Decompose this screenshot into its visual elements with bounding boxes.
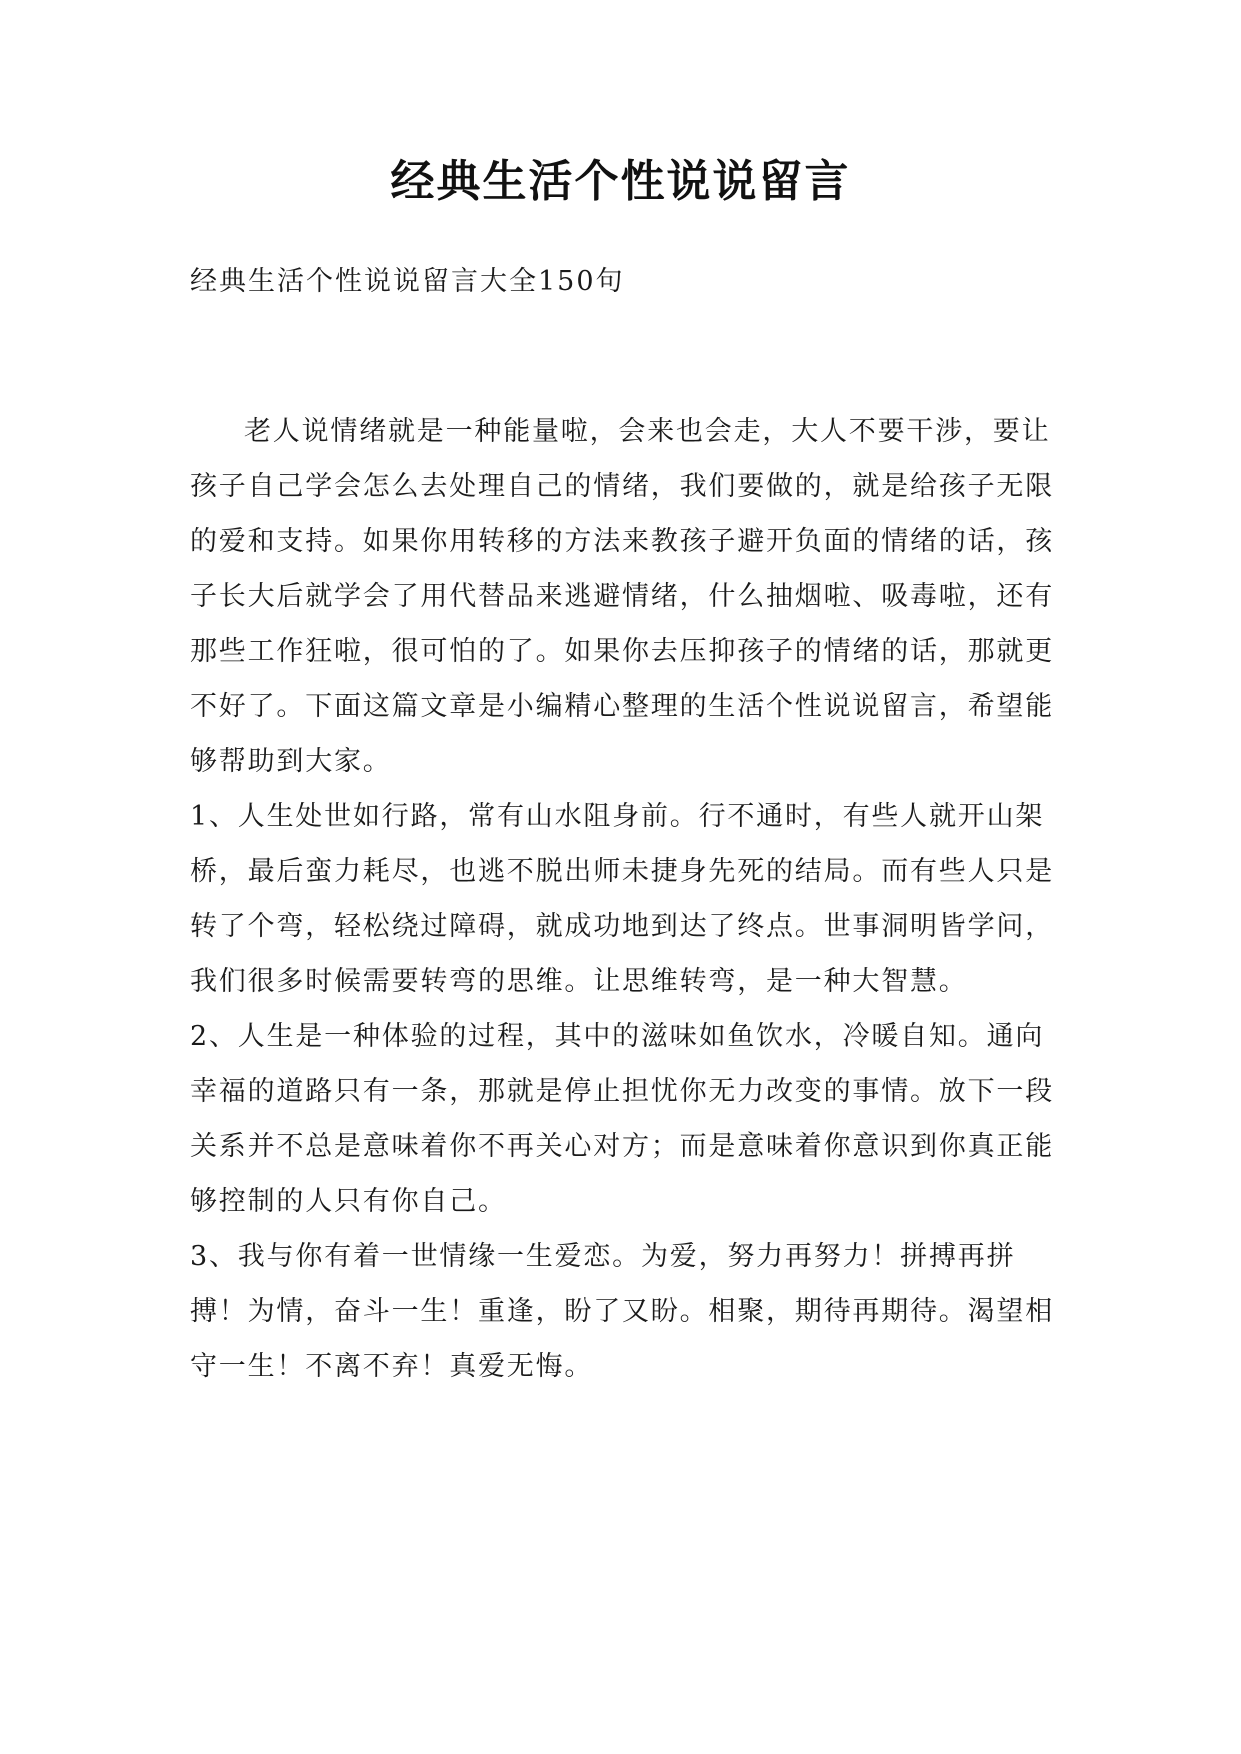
list-item: 2、人生是一种体验的过程，其中的滋味如鱼饮水，冷暖自知。通向幸福的道路只有一条，那就是停止担忧你无力改变的事情。放下一段关系并不总是意味着你不再关心对方；而是意味着你意识到你真正能够控制的人只有你自己。 [190, 1021, 1054, 1217]
list-item: 3、我与你有着一世情缘一生爱恋。为爱，努力再努力！拼搏再拼搏！为情，奋斗一生！重逢，盼了又盼。相聚，期待再期待。渴望相守一生！不离不弃！真爱无悔。 [190, 1241, 1054, 1382]
list-item: 1、人生处世如行路，常有山水阻身前。行不通时，有些人就开山架桥，最后蛮力耗尽，也逃不脱出师未捷身先死的结局。而有些人只是转了个弯，轻松绕过障碍，就成功地到达了终点。世事洞明皆学问，我们很多时候需要转弯的思维。让思维转弯，是一种大智慧。 [190, 801, 1054, 997]
document-body [190, 404, 1070, 1394]
document-title: 经典生活个性说说留言 [390, 156, 851, 207]
intro-paragraph: 老人说情绪就是一种能量啦，会来也会走，大人不要干涉，要让孩子自己学会怎么去处理自己的情绪，我们要做的，就是给孩子无限的爱和支持。如果你用转移的方法来教孩子避开负面的情绪的话，孩子长大后就学会了用代替品来逃避情绪，什么抽烟啦、吸毒啦，还有那些工作狂啦，很可怕的了。如果你去压抑孩子的情绪的话，那就更不好了。下面这篇文章是小编精心整理的生活个性说说留言，希望能够帮助到大家。 [190, 416, 1054, 777]
document-subtitle: 经典生活个性说说留言大全150句 [190, 266, 625, 297]
